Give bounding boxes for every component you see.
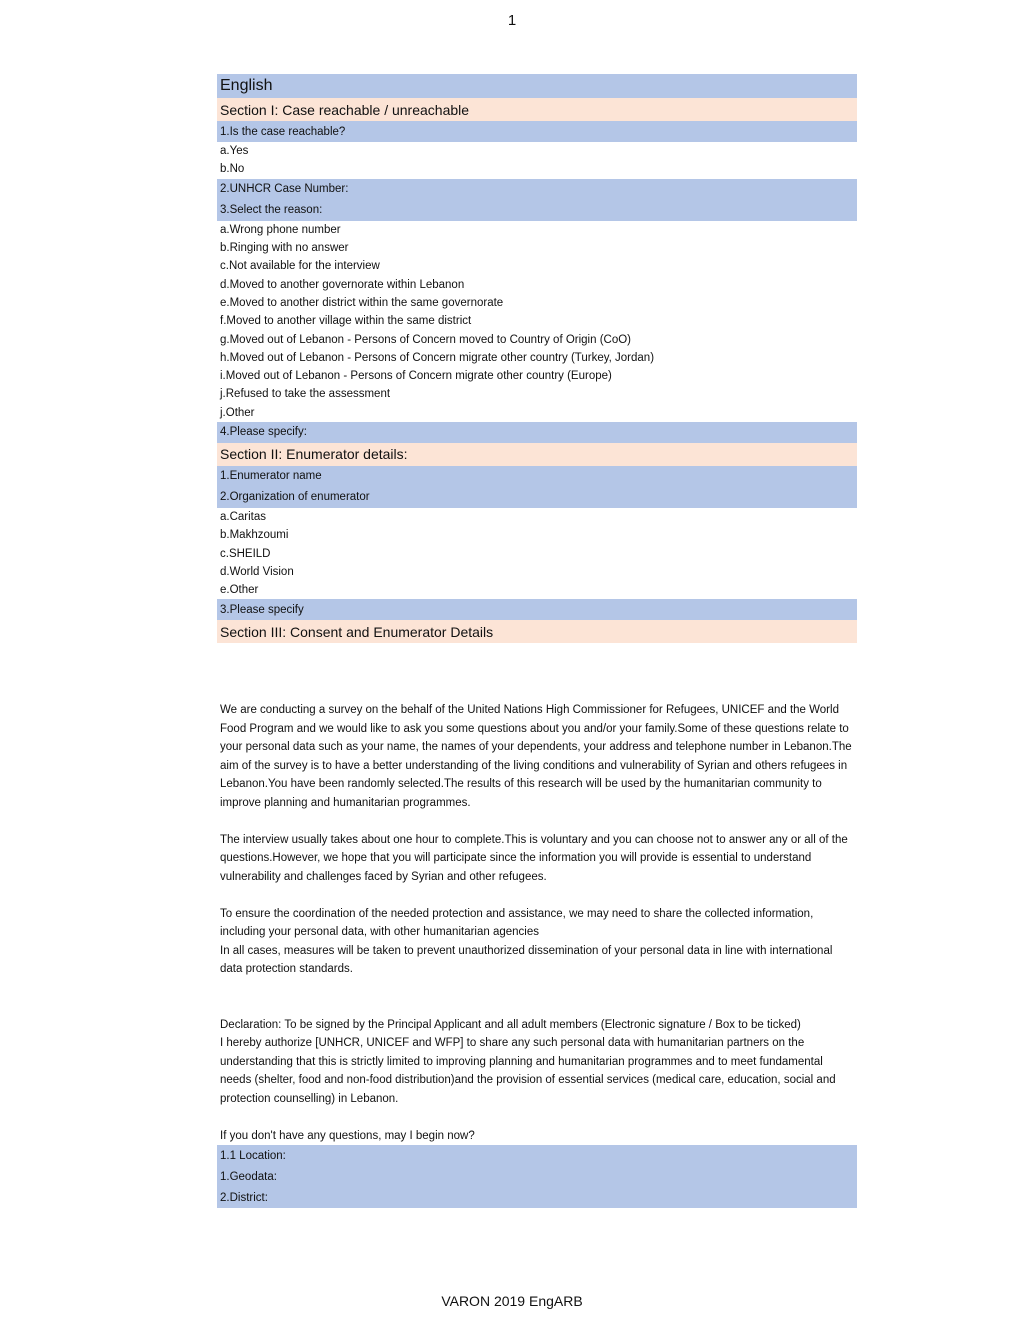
option-item: i.Moved out of Lebanon - Persons of Concern migrate other country (Europe) <box>220 370 612 383</box>
section-3-title: Section III: Consent and Enumerator Details <box>217 620 857 643</box>
page-number: 1 <box>507 12 517 29</box>
consent-voluntary-paragraph: The interview usually takes about one hour to complete.This is voluntary and you can choose not to answer any or all of the questions.However, we hope that you will participate since the information you will provide is essential to understand vulnerability and challenges faced by Syrian and other refugees. <box>220 833 848 883</box>
survey-sheet <box>217 74 857 1208</box>
option-item: g.Moved out of Lebanon - Persons of Concern moved to Country of Origin (CoO) <box>220 333 632 346</box>
option-item: b.Makhzoumi <box>220 529 289 542</box>
question-reachable: 1.Is the case reachable? <box>217 121 857 142</box>
begin-question: If you don't have any questions, may I begin now? <box>220 1129 475 1142</box>
section-2-title: Section II: Enumerator details: <box>217 443 857 466</box>
question-district: 2.District: <box>217 1187 857 1208</box>
question-please-specify-org: 3.Please specify <box>217 599 857 620</box>
language-header: English <box>217 74 857 98</box>
declaration-paragraph: Declaration: To be signed by the Principal Applicant and all adult members (Electronic signature / Box to be ticked) <box>220 1018 801 1031</box>
option-item: j.Refused to take the assessment <box>220 388 391 401</box>
authorization-paragraph: I hereby authorize [UNHCR, UNICEF and WFP] to share any such personal data with humanitarian partners on the understanding that this is strictly limited to improving planning and humanitarian programmes and to meet fundamental needs (shelter, food and non-food distribution)and the provision of essential services (medical care, education, social and protection counselling) in Lebanon. <box>220 1037 836 1105</box>
option-item: e.Moved to another district within the same governorate <box>220 296 504 309</box>
option-item: a.Yes <box>220 145 249 158</box>
consent-intro-paragraph: We are conducting a survey on the behalf of the United Nations High Commissioner for Refugees, UNICEF and the World Food Program and we would like to ask you some questions about you and/or your family.Some of these questions relate to your personal data such as your name, the names of your dependents, your address and telephone number in Lebanon.The aim of the survey is to have a better understanding of the living conditions and vulnerability of Syrian and others refugees in Lebanon.You have been randomly selected.The results of this research will be used by the humanitarian community to improve planning and humanitarian programmes. <box>220 704 852 809</box>
consent-sharing-paragraph: To ensure the coordination of the needed protection and assistance, we may need to share the collected information, including your personal data, with other humanitarian agencies <box>220 907 814 939</box>
question-geodata: 1.Geodata: <box>217 1166 857 1187</box>
question-case-number: 2.UNHCR Case Number: <box>217 179 857 200</box>
option-item: c.Not available for the interview <box>220 260 380 273</box>
option-item: f.Moved to another village within the same district <box>220 315 472 328</box>
option-item: d.World Vision <box>220 565 294 578</box>
option-item: j.Other <box>220 406 255 419</box>
option-item: h.Moved out of Lebanon - Persons of Concern migrate other country (Turkey, Jordan) <box>220 351 655 364</box>
footer-label: VARON 2019 EngARB <box>441 1293 583 1309</box>
option-item: b.Ringing with no answer <box>220 242 349 255</box>
question-please-specify: 4.Please specify: <box>217 422 857 443</box>
question-enumerator-organization: 2.Organization of enumerator <box>217 487 857 508</box>
question-enumerator-name: 1.Enumerator name <box>217 466 857 487</box>
section-1-title: Section I: Case reachable / unreachable <box>217 98 857 121</box>
location-title: 1.1 Location: <box>217 1145 857 1166</box>
question-select-reason: 3.Select the reason: <box>217 200 857 221</box>
consent-measures-paragraph: In all cases, measures will be taken to prevent unauthorized dissemination of your personal data in line with international data protection standards. <box>220 944 833 976</box>
option-item: b.No <box>220 163 245 176</box>
option-item: c.SHEILD <box>220 547 271 560</box>
reason-options <box>217 221 857 422</box>
option-item: e.Other <box>220 584 259 597</box>
organization-options <box>217 508 857 599</box>
option-item: d.Moved to another governorate within Lebanon <box>220 278 465 291</box>
option-item: a.Wrong phone number <box>220 223 341 236</box>
option-item: a.Caritas <box>220 511 267 523</box>
reachable-options <box>217 142 857 179</box>
